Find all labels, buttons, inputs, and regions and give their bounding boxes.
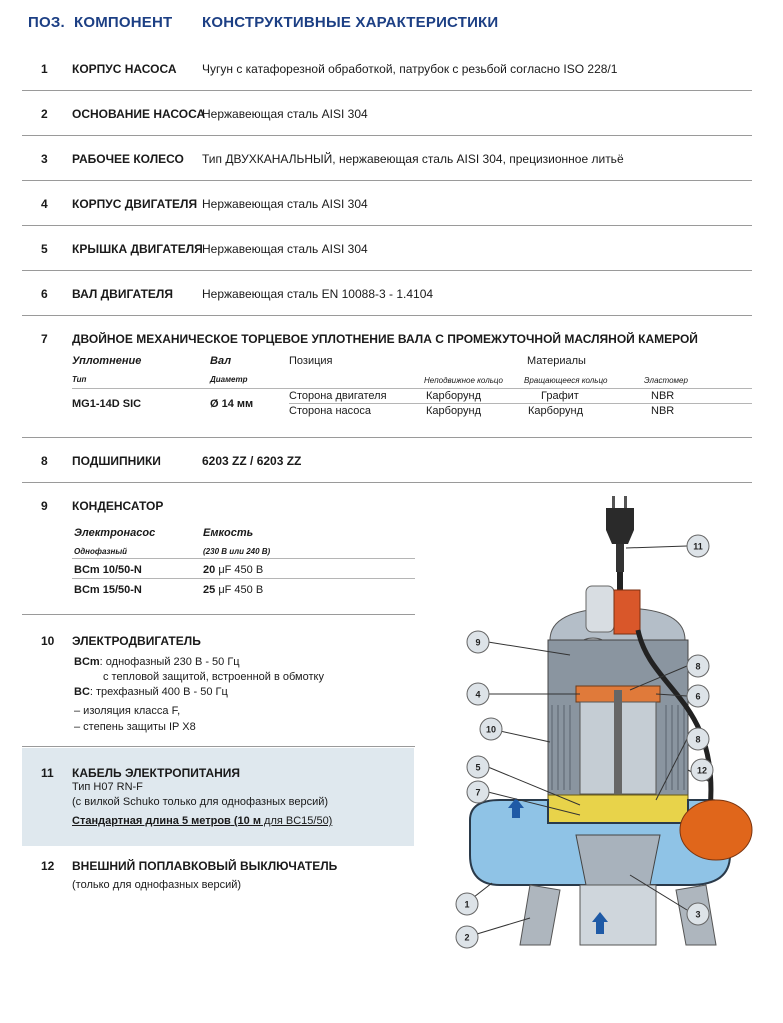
divider-1 xyxy=(22,90,752,91)
cap-r2-value xyxy=(203,584,263,596)
seal-type: MG1-14D SIC xyxy=(72,398,142,410)
motor-bcm-text: : однофазный 230 В - 50 Гц xyxy=(99,656,240,668)
seal-sub-rotating: Вращающееся кольцо xyxy=(524,376,608,385)
cap-r1-value xyxy=(203,564,263,576)
cap-rule-2 xyxy=(72,578,415,579)
handle xyxy=(586,586,614,632)
row-6-num: 6 xyxy=(41,287,48,301)
inlet xyxy=(580,885,656,945)
seal-num: 7 xyxy=(41,332,48,346)
impeller xyxy=(576,835,660,885)
divider-7 xyxy=(22,437,752,438)
cable-num: 11 xyxy=(41,766,54,780)
row-1-num: 1 xyxy=(41,62,48,76)
seal-col-seal: Уплотнение xyxy=(72,355,142,367)
divider-9 xyxy=(22,614,415,615)
seal-rot-pump: Карборунд xyxy=(528,405,584,417)
callout-label: 5 xyxy=(475,762,481,773)
cap-r2-cap: 25 xyxy=(203,584,216,596)
motor-bcm-line xyxy=(74,656,240,668)
callout-label: 3 xyxy=(695,909,701,920)
seal-sub-diameter: Диаметр xyxy=(210,375,248,384)
row-3-value: Тип ДВУХКАНАЛЬНЫЙ, нержавеющая сталь AISI 304, прецизионное литьё xyxy=(202,152,624,166)
divider-4 xyxy=(22,225,752,226)
row-5-name: КРЫШКА ДВИГАТЕЛЯ xyxy=(72,242,203,256)
cable-std xyxy=(72,815,332,827)
seal-sub-elastomer: Эластомер xyxy=(644,376,688,385)
seal-elast-pump: NBR xyxy=(651,405,675,417)
cap-sub-phase: Однофазный xyxy=(74,547,128,556)
callout-label: 9 xyxy=(475,637,481,648)
row-2-value: Нержавеющая сталь AISI 304 xyxy=(202,107,368,121)
callout-label: 10 xyxy=(485,724,497,735)
callout-label: 4 xyxy=(475,689,481,700)
cable-std-a: Стандартная длина 5 метров xyxy=(72,815,231,827)
callout-label: 12 xyxy=(696,765,708,776)
cap-r1-unit: μF 450 В xyxy=(218,564,264,576)
seal-elast-motor: NBR xyxy=(651,390,675,402)
motor-insulation: – изоляция класса F, xyxy=(74,705,181,717)
seal-sub-fixed: Неподвижное кольцо xyxy=(424,376,503,385)
callout-label: 7 xyxy=(475,787,481,798)
divider-10 xyxy=(22,746,415,747)
cable-name: КАБЕЛЬ ЭЛЕКТРОПИТАНИЯ xyxy=(72,766,241,780)
cable-std-c: для BC15/50) xyxy=(260,815,333,827)
row-6-value: Нержавеющая сталь EN 10088-3 - 1.4104 xyxy=(202,287,434,301)
row-4-num: 4 xyxy=(41,197,48,211)
float-note: (только для однофазных версий) xyxy=(72,879,242,891)
cap-r2-unit: μF 450 В xyxy=(218,584,264,596)
callout-label: 8 xyxy=(695,661,701,672)
seal-diameter: Ø 14 мм xyxy=(210,398,254,410)
divider-2 xyxy=(22,135,752,136)
motor-bc-label: BC xyxy=(74,686,90,698)
float-switch-icon xyxy=(680,800,752,860)
seal-rot-motor: Графит xyxy=(541,390,579,402)
motor-name: ЭЛЕКТРОДВИГАТЕЛЬ xyxy=(72,634,201,648)
row-5-num: 5 xyxy=(41,242,48,256)
seal-col-shaft: Вал xyxy=(210,355,232,367)
row-1-name: КОРПУС НАСОСА xyxy=(72,62,177,76)
header-pos: ПОЗ. xyxy=(28,14,65,31)
callout-label: 11 xyxy=(693,541,703,552)
cap-r1-model: BCm 10/50-N xyxy=(74,564,142,576)
motor-num: 10 xyxy=(41,634,55,648)
seal-col-position: Позиция xyxy=(289,355,333,367)
row-2-name: ОСНОВАНИЕ НАСОСА xyxy=(72,107,206,121)
seal-pos-motor: Сторона двигателя xyxy=(289,390,387,402)
row-2-num: 2 xyxy=(41,107,48,121)
row-3-name: РАБОЧЕЕ КОЛЕСО xyxy=(72,152,184,166)
cable-type: Тип H07 RN-F xyxy=(72,781,143,793)
plug-icon xyxy=(606,496,634,572)
row-4-value: Нержавеющая сталь AISI 304 xyxy=(202,197,368,211)
bearings-num: 8 xyxy=(41,454,48,468)
bearings-name: ПОДШИПНИКИ xyxy=(72,454,161,468)
capacitor-name: КОНДЕНСАТОР xyxy=(72,499,164,513)
cap-col-pump: Электронасос xyxy=(74,527,156,539)
row-3-num: 3 xyxy=(41,152,48,166)
float-name: ВНЕШНИЙ ПОПЛАВКОВЫЙ ВЫКЛЮЧАТЕЛЬ xyxy=(72,859,338,873)
cap-rule-1 xyxy=(72,558,415,559)
bearings-value: 6203 ZZ / 6203 ZZ xyxy=(202,454,302,468)
cap-col-capacity: Емкость xyxy=(203,527,254,539)
motor-bcm-label: BCm xyxy=(74,656,100,668)
base-left-leg xyxy=(520,885,560,945)
divider-3 xyxy=(22,180,752,181)
motor-protection: – степень защиты IP X8 xyxy=(74,721,196,733)
row-1-value: Чугун с катафорезной обработкой, патрубок с резьбой согласно ISO 228/1 xyxy=(202,62,618,76)
seal-rule-mid xyxy=(289,403,752,404)
header-characteristics: КОНСТРУКТИВНЫЕ ХАРАКТЕРИСТИКИ xyxy=(202,14,499,31)
divider-5 xyxy=(22,270,752,271)
seal-fixed-pump: Карборунд xyxy=(426,405,482,417)
callout-label: 2 xyxy=(464,932,470,943)
divider-8 xyxy=(22,482,752,483)
cap-sub-voltage: (230 В или 240 В) xyxy=(203,547,271,556)
row-5-value: Нержавеющая сталь AISI 304 xyxy=(202,242,368,256)
cap-r1-cap: 20 xyxy=(203,564,216,576)
callout-label: 1 xyxy=(464,899,470,910)
callout-label: 8 xyxy=(695,734,701,745)
header-component: КОМПОНЕНТ xyxy=(74,14,173,31)
seal-title: ДВОЙНОЕ МЕХАНИЧЕСКОЕ ТОРЦЕВОЕ УПЛОТНЕНИЕ ВАЛА С ПРОМЕЖУТОЧНОЙ МАСЛЯНОЙ КАМЕРОЙ xyxy=(72,332,698,346)
seal-sub-type: Тип xyxy=(72,375,87,384)
motor-bc-line xyxy=(74,686,228,698)
divider-6 xyxy=(22,315,752,316)
pump-diagram xyxy=(430,490,770,960)
motor-bc-text: : трехфазный 400 В - 50 Гц xyxy=(89,686,228,698)
float-num: 12 xyxy=(41,859,55,873)
motor-bcm-text2: с тепловой защитой, встроенной в обмотку xyxy=(103,671,324,683)
seal-col-materials: Материалы xyxy=(527,355,586,367)
seal-rule-top xyxy=(72,388,752,389)
terminal-box xyxy=(614,590,640,634)
row-4-name: КОРПУС ДВИГАТЕЛЯ xyxy=(72,197,198,211)
seal-fixed-motor: Карборунд xyxy=(426,390,482,402)
cap-r2-model: BCm 15/50-N xyxy=(74,584,142,596)
row-6-name: ВАЛ ДВИГАТЕЛЯ xyxy=(72,287,173,301)
capacitor-num: 9 xyxy=(41,499,48,513)
callout-label: 6 xyxy=(695,691,701,702)
cable-std-b: (10 м xyxy=(230,815,261,827)
seal-pos-pump: Сторона насоса xyxy=(289,405,372,417)
cable-note: (с вилкой Schuko только для однофазных версий) xyxy=(72,796,329,808)
oil-chamber xyxy=(548,795,688,823)
